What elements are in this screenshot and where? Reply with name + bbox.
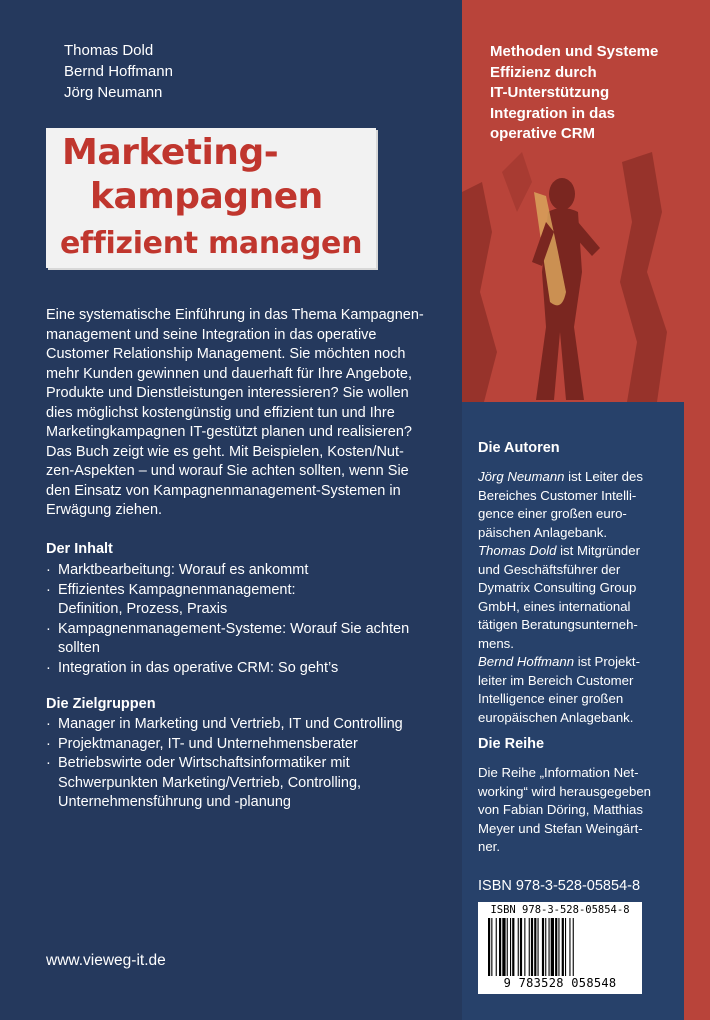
intro-line: Erwägung ziehen. <box>46 502 163 518</box>
barcode-bar <box>491 918 492 976</box>
feature-line: Effizienz durch <box>490 63 597 81</box>
barcode-bar <box>565 918 566 976</box>
intro-line: Eine systematische Einführung in das Thema Kampagnen- <box>46 307 424 323</box>
barcode-bar <box>520 918 522 976</box>
intro-line: dies möglichst kostengünstig und effizient tun und Ihre <box>46 404 395 421</box>
barcode-bar <box>510 918 511 976</box>
author-name: Thomas Dold <box>64 42 154 59</box>
feature-line: Integration in das <box>490 104 616 122</box>
list-item: · Integration in das operative CRM: So geht’s <box>46 659 339 676</box>
barcode-isbn-text: ISBN 978-3-528-05854-8 <box>490 904 630 916</box>
feature-line: Methoden und Systeme <box>490 43 659 60</box>
list-item: · Betriebswirte oder Wirtschaftsinformatiker mit Schwerpunkten Marketing/Vertrieb, Controlling, Unternehmensführung und -planung <box>46 755 362 810</box>
publisher-url[interactable]: www.vieweg-it.de <box>46 952 166 969</box>
isbn-barcode <box>478 902 642 994</box>
barcode-bar <box>512 918 514 976</box>
author-name: Bernd Hoffmann <box>64 63 173 80</box>
barcode-bar <box>542 918 544 976</box>
barcode-bar <box>545 918 546 976</box>
red-edge-strip <box>684 0 710 1020</box>
intro-line: den Einsatz von Kampagnenmanagement-Systemen in <box>46 482 401 499</box>
audience-heading: Die Zielgruppen <box>46 696 156 712</box>
contents-list <box>46 561 446 678</box>
intro-line: Produkte und Dienstleistungen interessieren? Sie wollen <box>46 385 409 401</box>
saxophone-player-photo <box>462 152 684 402</box>
feature-line: operative CRM <box>490 125 596 142</box>
intro-line: zen-Aspekten – und worauf Sie achten sollten, wenn Sie <box>46 463 409 479</box>
list-item: · Kampagnenmanagement-Systeme: Worauf Sie achten sollten <box>46 620 410 656</box>
author-name: Jörg Neumann <box>64 84 163 101</box>
authors-heading: Die Autoren <box>478 440 560 456</box>
barcode-bar <box>507 918 508 976</box>
intro-line: management und seine Integration in das operative <box>46 326 377 343</box>
intro-line: Das Buch zeigt wie es geht. Mit Beispielen, Kosten/Nut- <box>46 443 404 460</box>
intro-line: Marketingkampagnen IT-gestützt planen und realisieren? <box>46 424 412 440</box>
barcode-bar <box>502 918 505 976</box>
barcode-bar <box>562 918 564 976</box>
barcode-bar <box>538 918 539 976</box>
contents-heading: Der Inhalt <box>46 541 113 557</box>
barcode-bar <box>529 918 530 976</box>
authors-bio: Jörg Neumann ist Leiter des Bereiches Customer Intelli- gence einer großen euro- päischen Anlagebank. Thomas Dold ist Mitgründer und Geschäftsführer der Dymatrix Consulting Group GmbH, eines international tätigen Beratungsunterneh- mens. Bernd Hoffmann ist Projekt- leiter im Bereich Customer Intelligence einer großen europäischen Anlagebank. <box>478 469 643 725</box>
isbn-label: ISBN 978-3-528-05854-8 <box>478 878 641 894</box>
series-heading: Die Reihe <box>478 736 545 752</box>
barcode-bar <box>488 918 490 976</box>
intro-paragraph <box>46 306 446 521</box>
barcode-bar <box>573 918 574 976</box>
barcode-bar <box>499 918 501 976</box>
list-item: · Manager in Marketing und Vertrieb, IT und Controlling <box>46 716 403 732</box>
audience-list <box>46 715 446 813</box>
barcode-number: 9 783528 058548 <box>503 976 617 990</box>
list-item: · Effizientes Kampagnenmanagement: Definition, Prozess, Praxis <box>46 581 296 617</box>
list-item: · Marktbearbeitung: Worauf es ankommt <box>46 562 309 578</box>
author-list <box>64 40 173 103</box>
barcode-bar <box>555 918 557 976</box>
barcode-bar <box>531 918 533 976</box>
barcode-bar <box>534 918 536 976</box>
feature-line: IT-Unterstützung <box>490 84 610 101</box>
intro-line: Customer Relationship Management. Sie möchten noch <box>46 346 406 362</box>
barcode-bar <box>524 918 525 976</box>
list-item: · Projektmanager, IT- und Unternehmensberater <box>46 735 358 752</box>
book-title-line: kampagnen <box>90 176 323 217</box>
barcode-bar <box>558 918 559 976</box>
barcode-bar <box>518 918 519 976</box>
barcode-bars <box>488 918 632 976</box>
intro-line: mehr Kunden gewinnen und dauerhaft für Ihre Angebote, <box>46 365 412 382</box>
barcode-bar <box>549 918 550 976</box>
series-text: Die Reihe „Information Net- working“ wird herausgegeben von Fabian Döring, Matthias Meyer und Stefan Weingärt- ner. <box>478 765 652 854</box>
barcode-bar <box>496 918 497 976</box>
book-title-line: Marketing- <box>62 132 279 173</box>
barcode-bar <box>569 918 570 976</box>
feature-list <box>490 42 690 145</box>
barcode-bar <box>551 918 554 976</box>
book-title-line: effizient managen <box>60 226 363 261</box>
